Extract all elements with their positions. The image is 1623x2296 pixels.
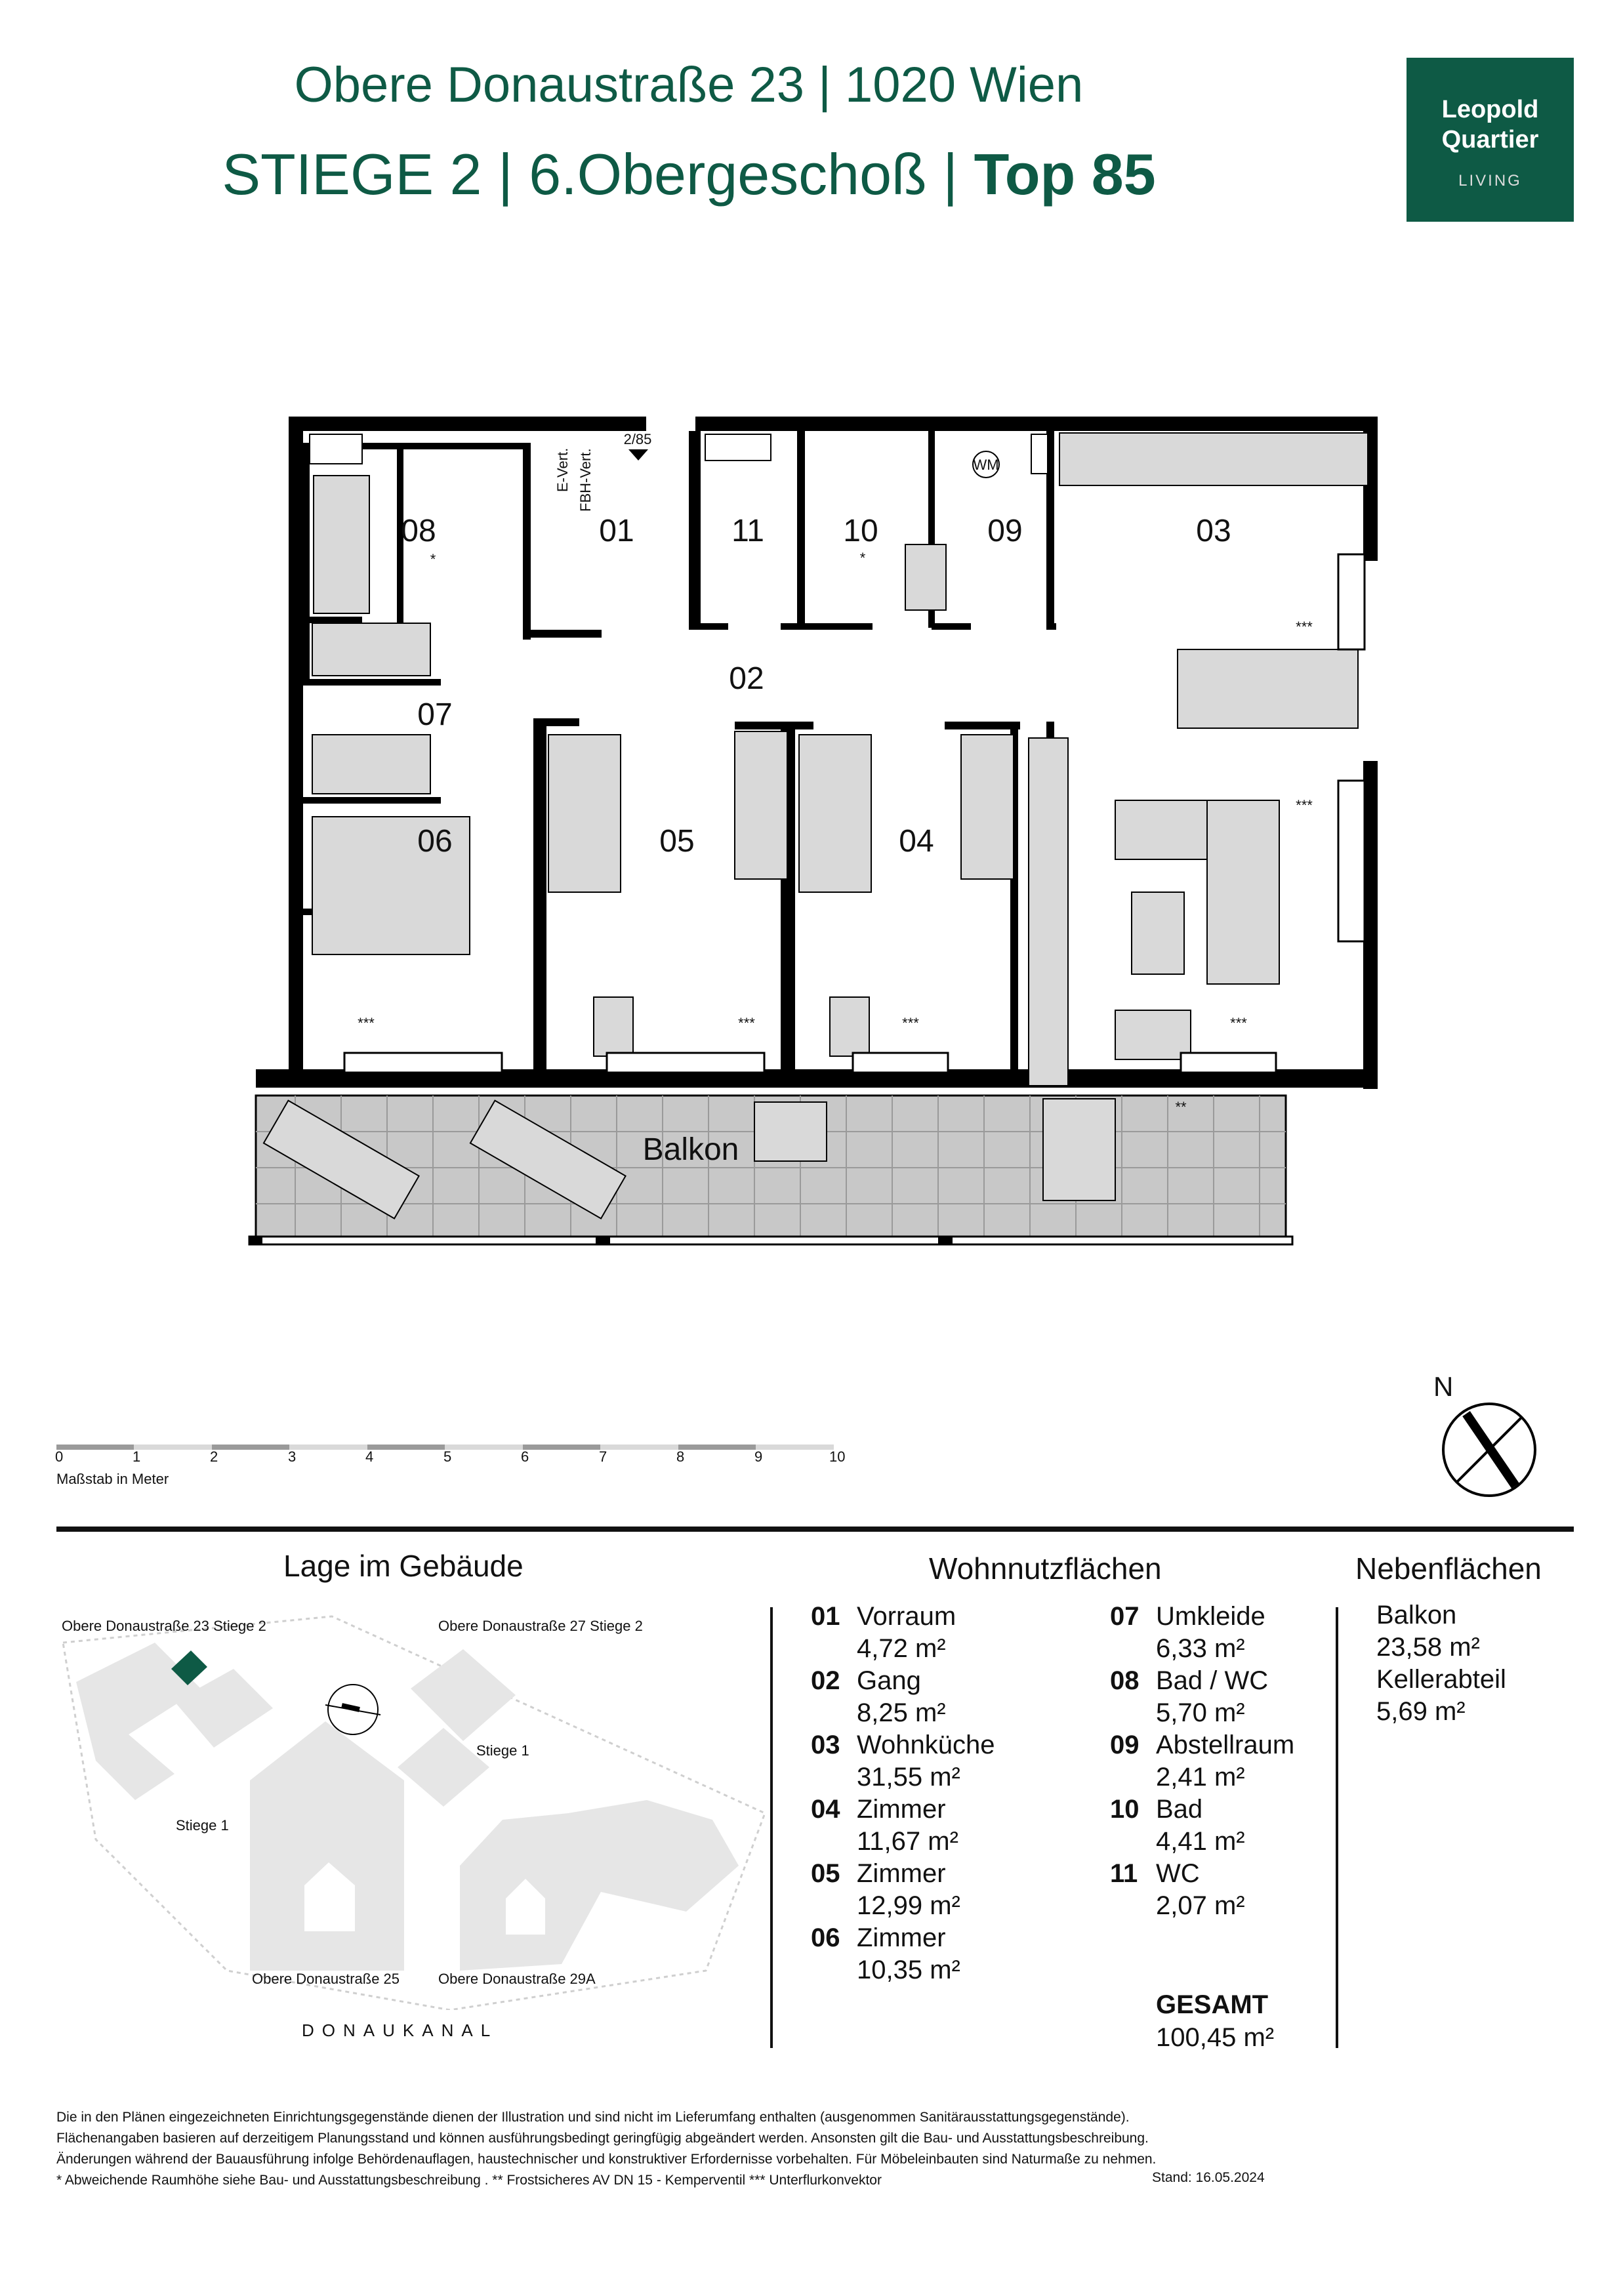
area-item: 09 Abstellraum 2,41 m²: [1110, 1731, 1295, 1792]
lage-title: Lage im Gebäude: [283, 1549, 524, 1583]
room-09-label: 09: [987, 514, 1023, 548]
site-label: Obere Donaustraße 29A: [438, 1971, 596, 1987]
room-08-label: 08: [401, 514, 436, 548]
scale-tick: 5: [443, 1448, 452, 1465]
wohn-title: Wohnnutzflächen: [929, 1551, 1162, 1586]
frost-valve-mark: **: [1175, 1099, 1187, 1115]
compass-north-label: N: [1433, 1371, 1454, 1402]
scale-tick: 9: [754, 1448, 763, 1465]
scale-label: Maßstab in Meter: [56, 1471, 169, 1487]
area-item: 06 Zimmer 10,35 m²: [811, 1923, 960, 1984]
floor-plan: [236, 407, 1391, 1273]
convector-mark: ***: [358, 1015, 375, 1031]
area-item: 04 Zimmer 11,67 m²: [811, 1795, 958, 1856]
gesamt-value: 100,45 m²: [1156, 2023, 1275, 2052]
site-label: Obere Donaustraße 25: [252, 1971, 400, 1987]
section-divider: [56, 1527, 1574, 1532]
balkon-label: Balkon: [642, 1132, 739, 1167]
area-item: 10 Bad 4,41 m²: [1110, 1795, 1245, 1856]
neben-title: Nebenflächen: [1355, 1551, 1542, 1586]
site-label: Obere Donaustraße 27 Stiege 2: [438, 1618, 643, 1634]
scale-tick: 3: [288, 1448, 297, 1465]
scale-tick: 8: [676, 1448, 685, 1465]
scale-tick: 0: [55, 1448, 64, 1465]
door-tag: 2/85: [623, 431, 652, 447]
area-item: 03 Wohnküche 31,55 m²: [811, 1731, 995, 1792]
separator: |: [482, 142, 529, 207]
room-08-star: *: [430, 551, 436, 567]
area-item: 05 Zimmer 12,99 m²: [811, 1859, 960, 1920]
area-item: 08 Bad / WC 5,70 m²: [1110, 1666, 1269, 1727]
neben-area: 5,69 m²: [1376, 1697, 1466, 1726]
room-01-label: 01: [599, 514, 634, 548]
logo-line3: LIVING: [1458, 172, 1522, 190]
area-item: 07 Umkleide 6,33 m²: [1110, 1602, 1265, 1663]
area-item: 11 WC 2,07 m²: [1110, 1859, 1245, 1920]
floor-label: 6.Obergeschoß: [529, 142, 927, 207]
room-11-label: 11: [731, 514, 764, 548]
wohn-column-1: [811, 1601, 1119, 1986]
footer-line: Flächenangaben basieren auf derzeitigem Planungsstand und können ausführungsbedingt geringfügig abgeändert werden. Ansonsten gilt die Bau- und Ausstattungsbeschreibung.: [56, 2131, 1149, 2146]
neben-name: Balkon: [1376, 1601, 1457, 1630]
area-item: 01 Vorraum 4,72 m²: [811, 1602, 956, 1663]
gesamt-label: GESAMT: [1156, 1990, 1269, 2019]
balcony-area: [249, 1096, 1292, 1244]
address-title: Obere Donaustraße 23 | 1020 Wien: [294, 57, 1084, 113]
room-10-label: 10: [843, 514, 878, 548]
e-vert-label: E-Vert.: [554, 447, 571, 492]
room-07-label: 07: [417, 697, 453, 732]
convector-mark: ***: [1296, 797, 1313, 813]
room-06-label: 06: [417, 824, 453, 859]
room-10-star: *: [859, 550, 866, 566]
site-label: Stiege 1: [176, 1817, 229, 1834]
compass-icon: [1433, 1378, 1551, 1502]
convector-mark: ***: [738, 1015, 755, 1031]
scale-tick: 7: [599, 1448, 607, 1465]
divider-line: [1336, 1607, 1338, 2048]
site-map: [56, 1603, 765, 2010]
leopold-quartier-logo: [1407, 58, 1574, 222]
unit-title: [0, 141, 1378, 208]
convector-mark: ***: [1296, 619, 1313, 635]
wohn-column-2: [1110, 1601, 1333, 1922]
footer-disclaimer: [56, 2107, 1572, 2191]
neben-name: Kellerabteil: [1376, 1665, 1506, 1694]
stand-date: Stand: 16.05.2024: [1152, 2170, 1265, 2185]
river-label: DONAUKANAL: [302, 2020, 499, 2040]
top-label: Top 85: [974, 142, 1156, 207]
fbh-vert-label: FBH-Vert.: [577, 448, 594, 512]
site-label: Obere Donaustraße 23 Stiege 2: [62, 1618, 266, 1634]
footer-line: Änderungen während der Bauausführung infolge Behördenauflagen, haustechnischer und konstruktiver Erfordernisse vorbehalten. Für Möbeleinbauten sind Naturmaße zu nehmen.: [56, 2152, 1157, 2167]
stiege-label: STIEGE 2: [222, 142, 482, 207]
footer-line: Die in den Plänen eingezeichneten Einrichtungsgegenstände dienen der Illustration und sind nicht im Lieferumfang enthalten (ausgenommen Sanitärausstattungsgegenstände).: [56, 2110, 1130, 2125]
scale-tick: 6: [521, 1448, 529, 1465]
room-04-label: 04: [899, 824, 934, 859]
area-item: 02 Gang 8,25 m²: [811, 1666, 946, 1727]
scale-tick: 1: [133, 1448, 141, 1465]
logo-wordmark: [1407, 94, 1574, 155]
logo-line2: Quartier: [1441, 126, 1539, 154]
scale-tick: 10: [829, 1448, 846, 1465]
convector-mark: ***: [1230, 1015, 1247, 1031]
room-02-label: 02: [729, 661, 764, 696]
logo-line1: Leopold: [1441, 96, 1539, 123]
washing-machine-label: WM: [973, 457, 999, 473]
room-03-label: 03: [1196, 514, 1231, 548]
neben-area: 23,58 m²: [1376, 1633, 1480, 1662]
room-05-label: 05: [659, 824, 695, 859]
footer-line: * Abweichende Raumhöhe siehe Bau- und Ausstattungsbeschreibung . ** Frostsicheres AV DN 15 - Kemperventil *** Unterflurkonvektor: [56, 2173, 882, 2188]
scale-tick: 2: [210, 1448, 218, 1465]
divider-line: [770, 1607, 773, 2048]
convector-mark: ***: [902, 1015, 919, 1031]
site-label: Stiege 1: [476, 1742, 529, 1759]
scale-tick: 4: [365, 1448, 374, 1465]
separator: |: [926, 142, 974, 207]
